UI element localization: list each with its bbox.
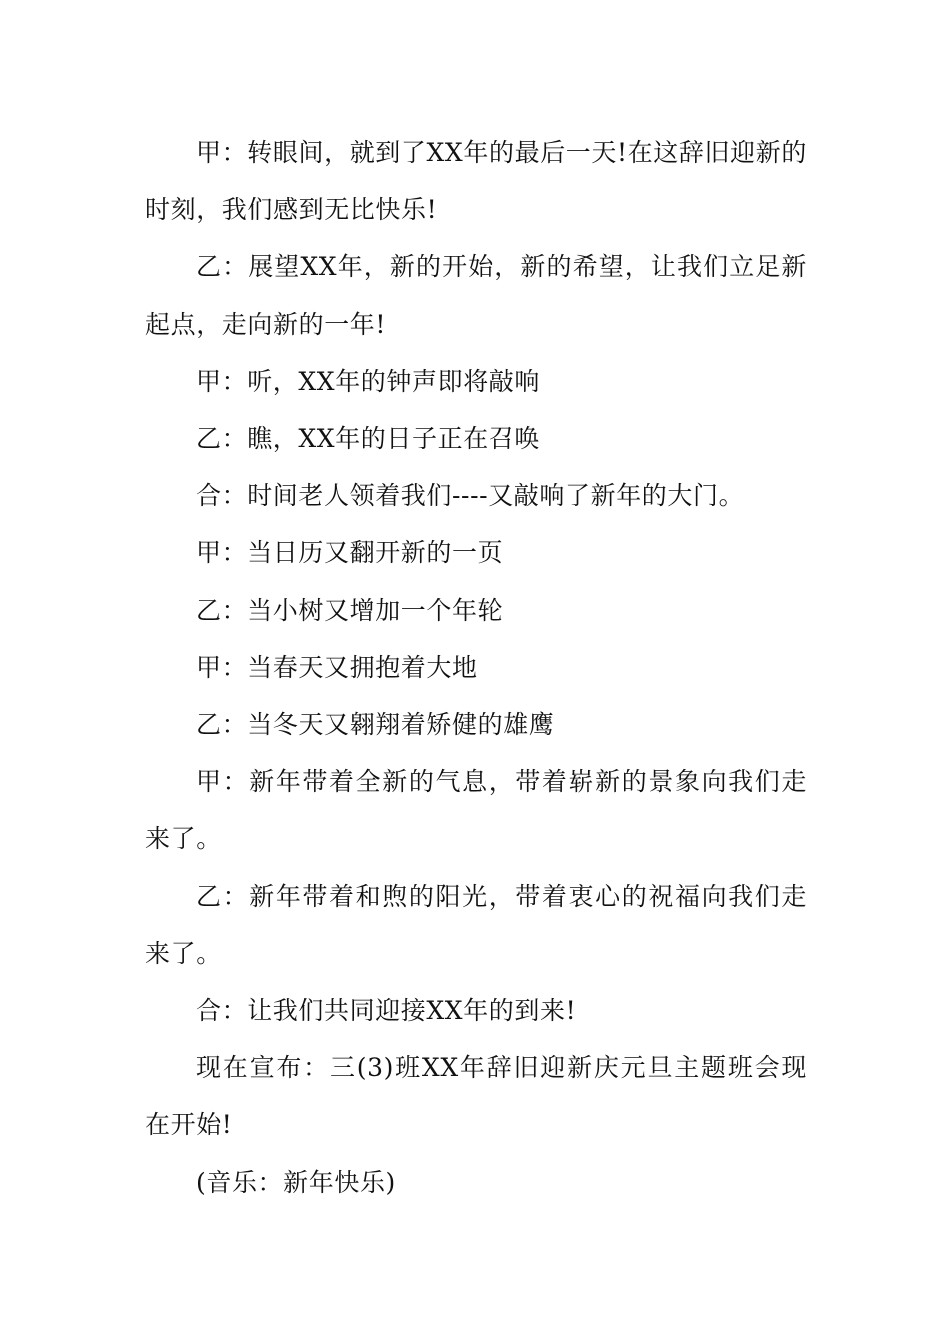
paragraph-dialogue: 甲：当春天又拥抱着大地 [196,652,478,682]
document-body [145,124,807,1211]
paragraph-dialogue: 乙：当冬天又翱翔着矫健的雄鹰 [196,710,555,740]
paragraph-dialogue: 甲：听，XX年的钟声即将敲响 [196,366,540,396]
paragraph-dialogue: 乙：瞧，XX年的日子正在召唤 [196,424,540,454]
paragraph-dialogue: 乙：展望XX年，新的开始，新的希望，让我们立足新起点，走向新的一年! [145,252,807,339]
paragraph-dialogue: 合：让我们共同迎接XX年的到来! [196,996,577,1026]
paragraph-dialogue: 甲：当日历又翻开新的一页 [196,538,504,568]
paragraph-dialogue: 甲：转眼间，就到了XX年的最后一天!在这辞旧迎新的时刻，我们感到无比快乐! [145,138,807,225]
paragraph-dialogue: 乙：当小树又增加一个年轮 [196,595,504,625]
paragraph-dialogue: 甲：新年带着全新的气息，带着崭新的景象向我们走来了。 [145,767,807,854]
paragraph-dialogue: 乙：新年带着和煦的阳光，带着衷心的祝福向我们走来了。 [145,881,807,968]
paragraph-music-note: (音乐：新年快乐) [196,1167,396,1197]
paragraph-announcement: 现在宣布：三(3)班XX年辞旧迎新庆元旦主题班会现在开始! [145,1053,807,1140]
paragraph-dialogue: 合：时间老人领着我们----又敲响了新年的大门。 [196,481,745,511]
